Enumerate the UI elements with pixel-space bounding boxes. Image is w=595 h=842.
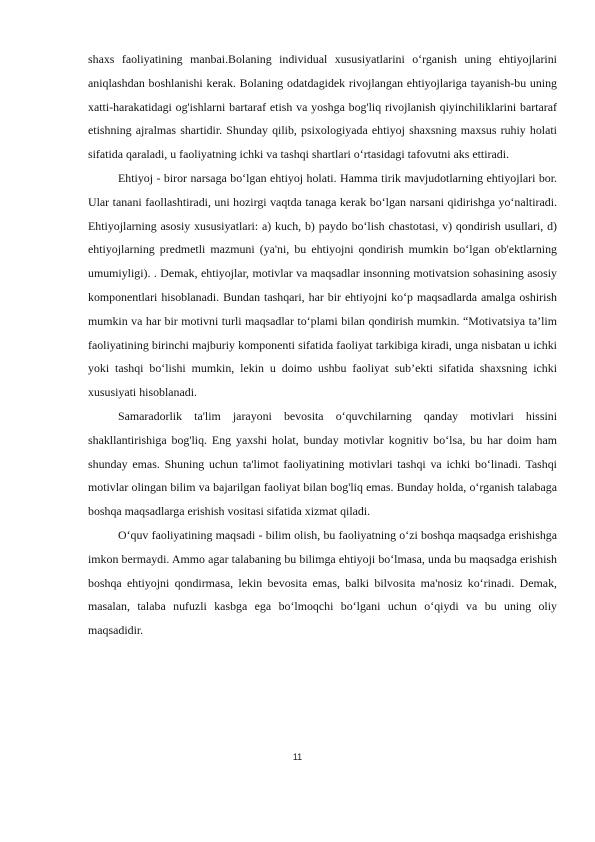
paragraph-2: Ehtiyoj - biror narsaga bo‘lgan ehtiyoj holati. Hamma tirik mavjudotlarning ehtiyojlari bor. Ular tanani faollashtiradi, uni hozirgi vaqtda tanaga kerak bo‘lgan narsani qidirishga yo‘naltiradi. Ehtiyojlarning asosiy xususiyatlari: a) kuch, b) paydo bo‘lish chastotasi, v) qondirish usullari, d) ehtiyojlarning predmetli mazmuni (ya'ni, bu ehtiyojni qondirish mumkin bo‘lgan ob'ektlarning umumiyligi). . Demak, ehtiyojlar, motivlar va maqsadlar insonning motivatsion sohasining asosiy komponentlari hisoblanadi. Bundan tashqari, har bir ehtiyojni ko‘p maqsadlarda amalga oshirish mumkin va har bir motivni turli maqsadlar to‘plami bilan qondirish mumkin. “Motivatsiya ta’lim faoliyatining birinchi majburiy komponenti sifatida faoliyat tarkibiga kiradi, unga nisbatan u ichki yoki tashqi bo‘lishi mumkin, lekin u doimo ushbu faoliyat sub’ekti sifatida shaxsning ichki xususiyati hisoblanadi. [88, 170, 557, 400]
paragraph-1: shaxs faoliyatining manbai.Bolaning individual xususiyatlarini o‘rganish uning ehtiyojlarini aniqlashdan boshlanishi kerak. Bolaning odatdagidek rivojlangan ehtiyojlariga tayanish-bu uning xatti-harakatidagi og'ishlarni bartaraf etish va yoshga bog'liq rivojlanish qiyinchiliklarini bartaraf etishning ajralmas shartidir. Shunday qilib, psixologiyada ehtiyoj shaxsning maxsus ruhiy holati sifatida qaraladi, u faoliyatning ichki va tashqi shartlari o‘rtasidagi tafovutni aks ettiradi. [88, 52, 557, 162]
page-number: 11 [292, 752, 303, 762]
paragraph-3: Samaradorlik ta'lim jarayoni bevosita o‘quvchilarning qanday motivlari hissini shakllantirishiga bog'liq. Eng yaxshi holat, bunday motivlar kognitiv bo‘lsa, bu har doim ham shunday emas. Shuning uchun ta'limot faoliyatining motivlari tashqi va ichki bo‘linadi. Tashqi motivlar olingan bilim va bajarilgan faoliyat bilan bog'liq emas. Bunday holda, o‘rganish talabaga boshqa maqsadlarga erishish vositasi sifatida xizmat qiladi. [88, 408, 557, 519]
paragraph-4: O‘quv faoliyatining maqsadi - bilim olish, bu faoliyatning o‘zi boshqa maqsadga erishishga imkon bermaydi. Ammo agar talabaning bu bilimga ehtiyoji bo‘lmasa, unda bu maqsadga erishish boshqa ehtiyojni qondirmasa, lekin bevosita emas, balki bilvosita ma'nosiz ko‘rinadi. Demak, masalan, talaba nufuzli kasbga ega bo‘lmoqchi bo‘lgani uchun o‘qiydi va bu uning oliy maqsadidir. [88, 527, 557, 638]
document-body [88, 48, 557, 643]
